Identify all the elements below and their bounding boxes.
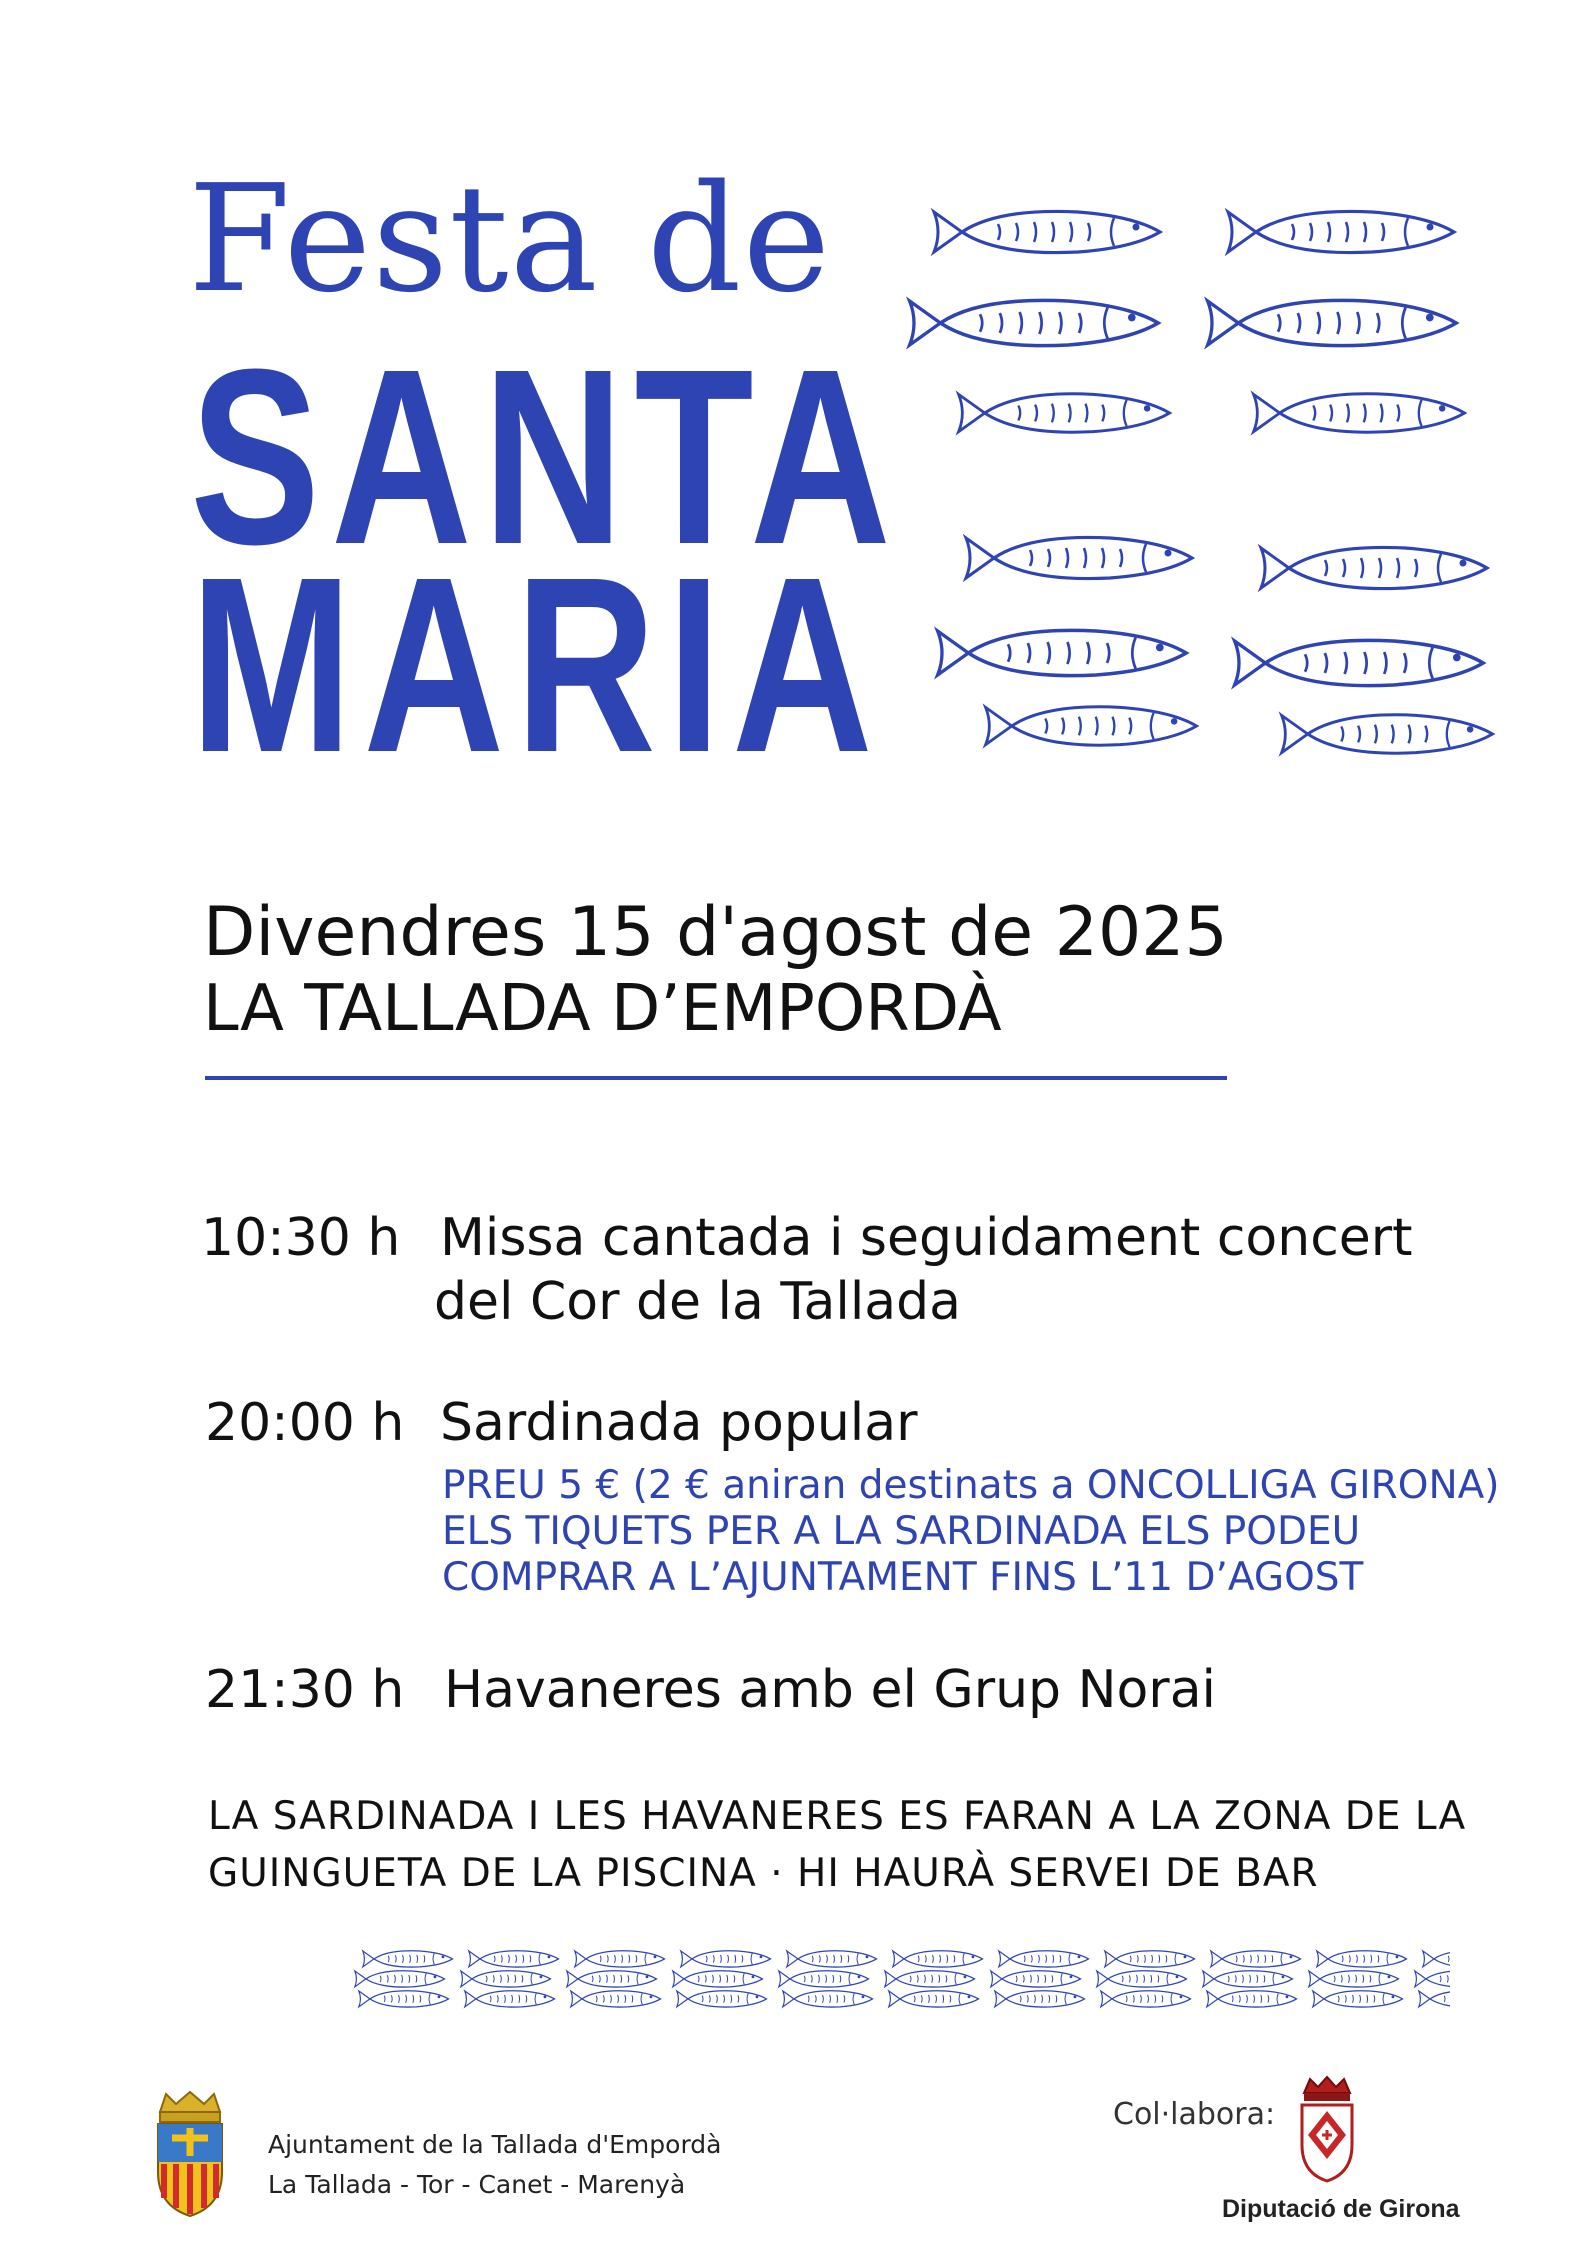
title-line-3: MARIA [190,525,884,804]
organizer-block [268,2125,721,2205]
schedule-time-1: 10:30 h [201,1208,401,1268]
sardine-icon [962,698,1222,754]
event-place: LA TALLADA D’EMPORDÀ [203,972,1002,1046]
sardine-icon-row [185,1945,1450,2015]
title-line-1: Festa de [188,153,832,325]
schedule-activity-2: Sardinada popular [440,1393,918,1453]
title-line-2: SANTA [190,317,902,596]
diputacio-girona-crest [1292,2075,1362,2185]
sardine-icon [1222,202,1462,262]
venue-note-line-2: GUINGUETA DE LA PISCINA · HI HAURÀ SERVEI DE BAR [208,1851,1319,1897]
sardine-icon [1198,290,1468,356]
organizer-name: Ajuntament de la Tallada d'Empordà [268,2130,722,2159]
municipal-coat-of-arms [150,2090,230,2220]
schedule-note-2: ELS TIQUETS PER A LA SARDINADA ELS PODEU [442,1509,1361,1554]
sardine-icon [1255,538,1495,598]
venue-note [208,1788,1466,1903]
sardine-icon [900,290,1170,356]
event-date: Divendres 15 d'agost de 2025 [203,893,1228,972]
sardine-icon [1230,385,1490,441]
sardine-icon [928,202,1168,262]
schedule-activity-3: Havaneres amb el Grup Norai [444,1660,1217,1720]
schedule-time-2: 20:00 h [205,1393,405,1453]
sardine-icon [1258,706,1518,762]
schedule-activity-1-line-1: Missa cantada i seguidament concert [440,1208,1413,1268]
collaborator-label: Col·labora: [1113,2097,1276,2132]
sardine-icon [935,385,1195,441]
schedule-note-3: COMPRAR A L’AJUNTAMENT FINS L’11 D’AGOST [442,1555,1364,1600]
organizer-towns: La Tallada - Tor - Canet - Marenyà [268,2170,686,2199]
divider [205,1076,1227,1080]
sardine-icon [1225,630,1495,696]
collaborator-name: Diputació de Girona [1222,2195,1460,2223]
schedule-time-3: 21:30 h [205,1660,405,1720]
fish-illustration-group [900,190,1550,790]
sardine-icon [928,620,1198,686]
schedule-note-1: PREU 5 € (2 € aniran destinats a ONCOLLIGA GIRONA) [442,1463,1500,1508]
sardine-icon [960,528,1200,588]
schedule-activity-1-line-2: del Cor de la Tallada [434,1272,962,1332]
venue-note-line-1: LA SARDINADA I LES HAVANERES ES FARAN A LA ZONA DE LA [208,1794,1467,1839]
fish-border [185,1945,1450,2015]
